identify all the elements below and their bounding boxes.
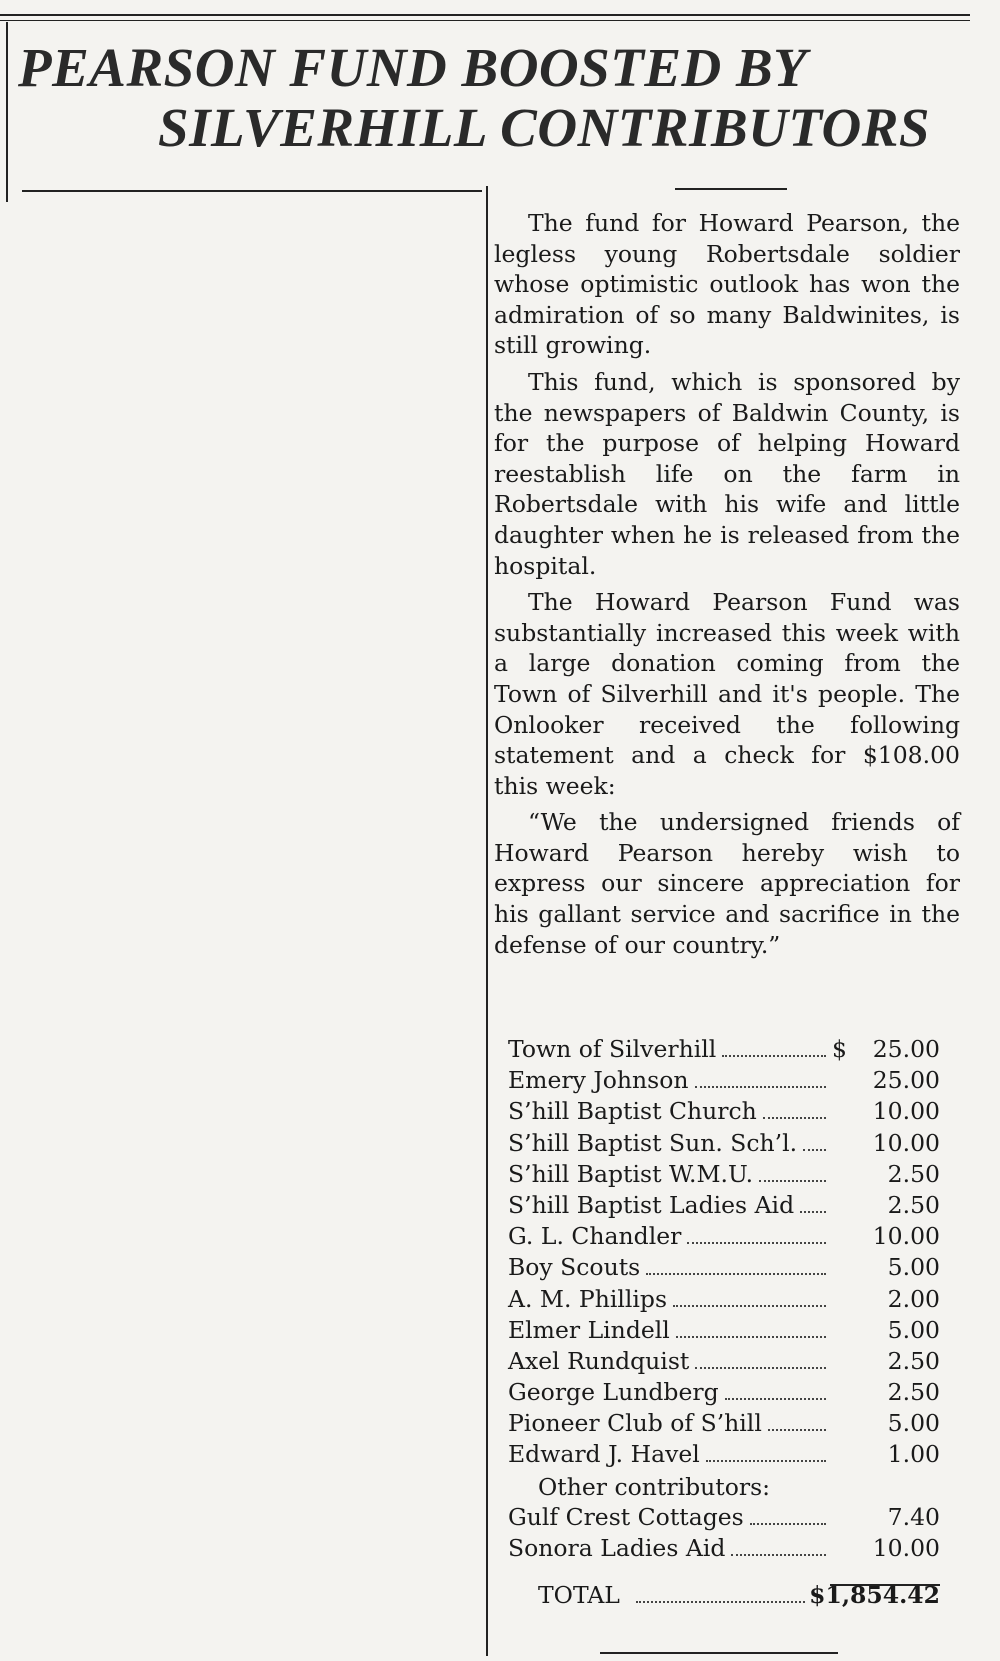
donation-amount: 2.50 xyxy=(887,1346,940,1375)
paragraph: “We the undersigned friends of Howard Pearson hereby wish to express our sincere appreciation for his gallant service and sacrifice in the defense of our country.” xyxy=(494,808,960,959)
leader-dots xyxy=(803,1149,826,1151)
donation-row xyxy=(508,1378,940,1409)
donation-row xyxy=(508,1534,940,1565)
leader-dots xyxy=(646,1273,826,1275)
donation-amount: 5.00 xyxy=(887,1409,940,1438)
total-row xyxy=(508,1581,940,1610)
donor-name: Gulf Crest Cottages xyxy=(508,1502,744,1531)
bottom-rule xyxy=(600,1652,838,1654)
left-border xyxy=(6,22,8,202)
leader-dots xyxy=(706,1460,826,1462)
donation-row xyxy=(508,1503,940,1534)
donation-amount: 2.50 xyxy=(887,1378,940,1407)
donation-row xyxy=(508,1316,940,1347)
donation-amount: 10.00 xyxy=(872,1128,940,1157)
donor-name: S’hill Baptist Ladies Aid xyxy=(508,1190,795,1219)
total-amount: $1,854.42 xyxy=(809,1581,940,1610)
other-contributors-heading: Other contributors: xyxy=(538,1472,771,1501)
headline xyxy=(18,38,978,158)
leader-dots xyxy=(676,1336,826,1338)
donor-name: Town of Silverhill xyxy=(508,1035,717,1063)
donation-row xyxy=(508,1409,940,1440)
donation-row xyxy=(508,1253,940,1284)
donation-amount: 7.40 xyxy=(887,1502,940,1531)
donor-name: Emery Johnson xyxy=(508,1066,689,1095)
donation-list xyxy=(508,1035,940,1610)
donor-name: George Lundberg xyxy=(508,1378,719,1407)
top-rule-thin xyxy=(0,20,970,21)
paragraph: The fund for Howard Pearson, the legless young Robertsdale soldier whose optimistic outlook has won the admiration of so many Baldwinites, is still growing. xyxy=(494,209,960,360)
donation-amount: 5.00 xyxy=(887,1253,940,1282)
donation-row xyxy=(508,1097,940,1128)
donor-name: S’hill Baptist Sun. Sch’l. xyxy=(508,1128,798,1157)
leader-dots xyxy=(722,1055,826,1057)
headline-line-1: PEARSON FUND BOOSTED BY xyxy=(18,37,808,98)
paragraph: This fund, which is sponsored by the newspapers of Baldwin County, is for the purpose of helping Howard reestablish life on the farm in Robertsdale with his wife and little daughter when he is released from the hospital. xyxy=(494,367,960,580)
donor-name: Pioneer Club of S’hill xyxy=(508,1409,762,1438)
donor-name: Elmer Lindell xyxy=(508,1315,670,1344)
donor-name: G. L. Chandler xyxy=(508,1222,682,1251)
donation-row xyxy=(508,1191,940,1222)
leader-dots xyxy=(695,1367,826,1369)
donation-row xyxy=(508,1035,940,1066)
donation-amount: 2.50 xyxy=(887,1159,940,1188)
donation-amount: 10.00 xyxy=(872,1534,940,1562)
donation-row xyxy=(508,1347,940,1378)
donor-name: Boy Scouts xyxy=(508,1253,641,1282)
donation-amount: 5.00 xyxy=(887,1315,940,1344)
donation-amount: 10.00 xyxy=(872,1097,940,1126)
leader-dots xyxy=(800,1211,826,1213)
leader-dots xyxy=(768,1429,826,1431)
leader-dots xyxy=(731,1554,826,1556)
paragraph: The Howard Pearson Fund was substantially increased this week with a large donation coming from the Town of Silverhill and it's people. The Onlooker received the following statement and a check for $108.00 this week: xyxy=(494,588,960,800)
donor-name: Sonora Ladies Aid xyxy=(508,1534,726,1562)
donation-amount: 10.00 xyxy=(872,1222,940,1251)
donation-amount: 2.00 xyxy=(887,1284,940,1313)
donation-row xyxy=(508,1129,940,1160)
donor-name: Edward J. Havel xyxy=(508,1440,700,1469)
donation-row xyxy=(508,1066,940,1097)
donation-amount: 25.00 xyxy=(872,1035,940,1063)
donation-row xyxy=(508,1160,940,1191)
currency-symbol: $ xyxy=(832,1035,847,1063)
leader-dots xyxy=(687,1242,826,1244)
donation-amount: 2.50 xyxy=(887,1190,940,1219)
short-rule xyxy=(675,188,787,190)
donation-row xyxy=(508,1222,940,1253)
article-body xyxy=(494,208,960,966)
headline-line-2: SILVERHILL CONTRIBUTORS xyxy=(158,97,930,158)
column-divider xyxy=(486,186,488,1656)
leader-dots xyxy=(763,1117,826,1119)
headline-underline xyxy=(22,190,482,192)
leader-dots xyxy=(725,1398,826,1400)
donor-name: Axel Rundquist xyxy=(508,1346,690,1375)
donor-name: S’hill Baptist W.M.U. xyxy=(508,1159,754,1188)
donation-row xyxy=(508,1285,940,1316)
leader-dots xyxy=(750,1523,826,1525)
top-rule xyxy=(0,14,970,16)
leader-dots xyxy=(759,1180,826,1182)
leader-dots xyxy=(636,1601,805,1603)
donation-amount: 1.00 xyxy=(887,1440,940,1469)
leader-dots xyxy=(673,1305,826,1307)
donation-amount: 25.00 xyxy=(872,1066,940,1095)
donor-name: A. M. Phillips xyxy=(508,1284,668,1313)
leader-dots xyxy=(695,1086,826,1088)
total-label: TOTAL xyxy=(538,1581,620,1610)
donor-name: S’hill Baptist Church xyxy=(508,1097,757,1126)
donation-row xyxy=(508,1440,940,1471)
